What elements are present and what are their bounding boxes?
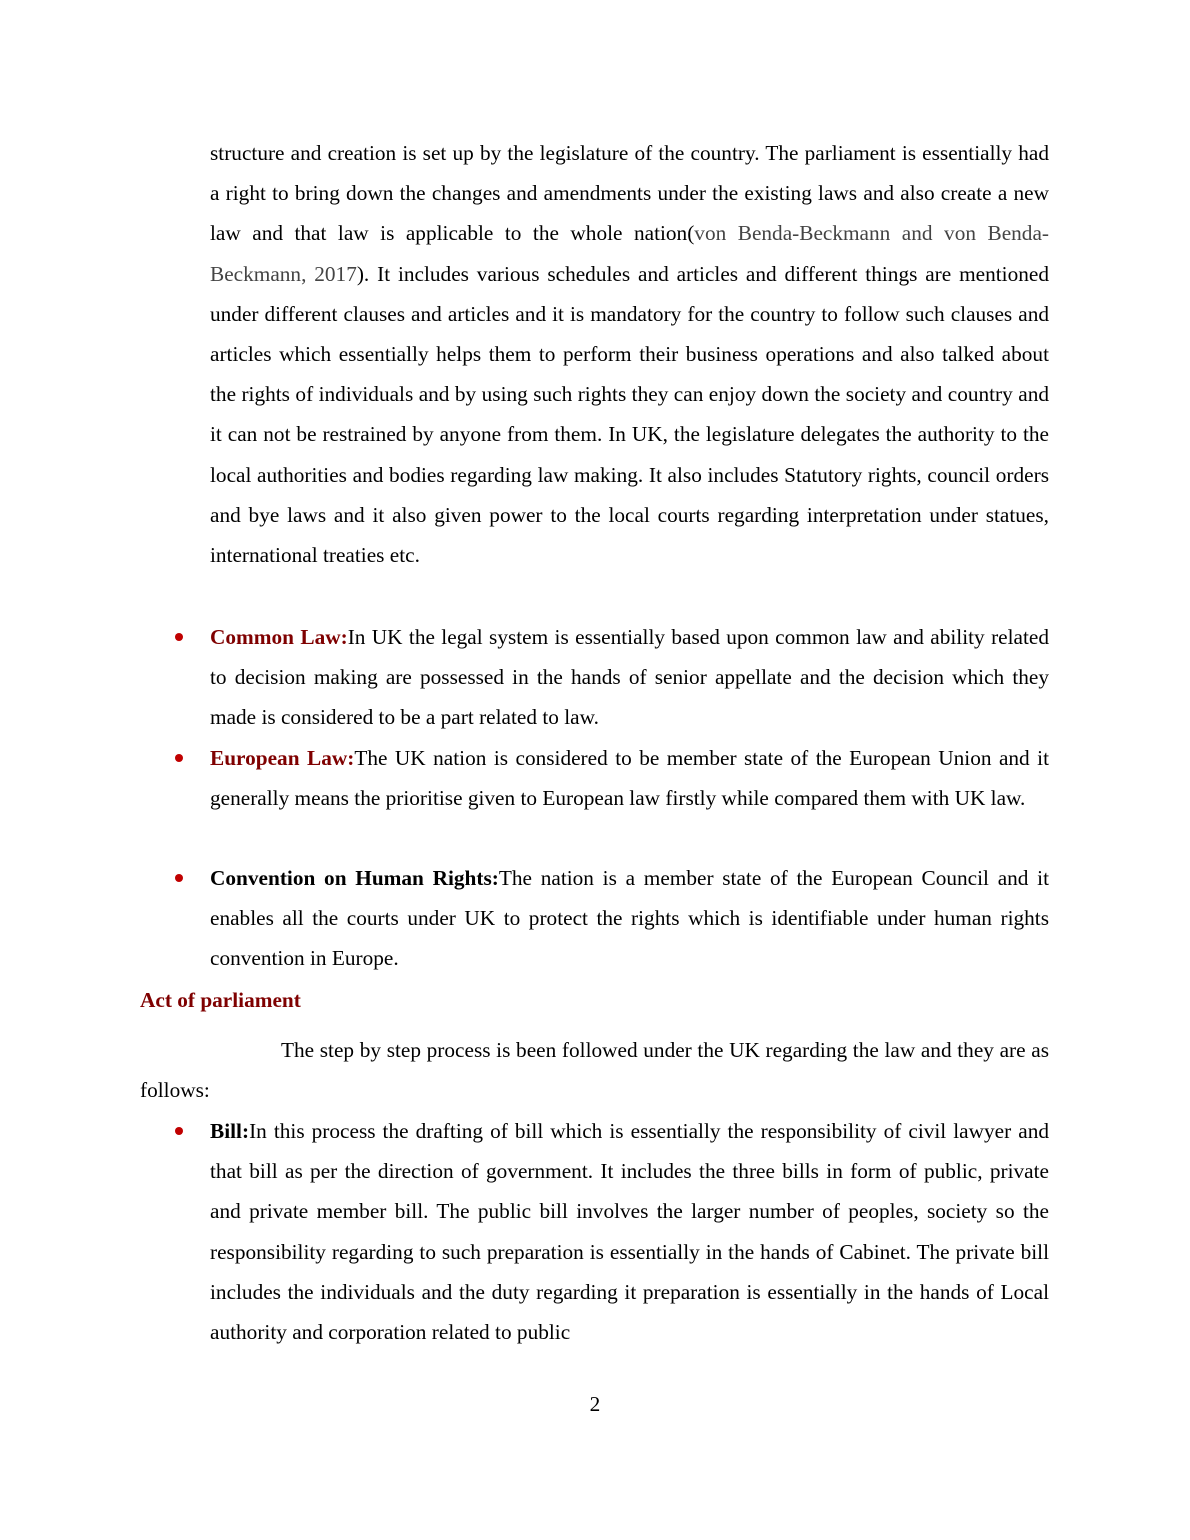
page-number: 2 [589, 1392, 601, 1416]
list-item-text: In UK the legal system is essentially based upon common law and ability related to decision making are possessed in the hands of senior appellate and the decision which they made is considered to be a part related to law. [210, 625, 1049, 730]
list-item-text: The UK nation is considered to be member state of the European Union and it generally means the prioritise given to European law firstly while compared them with UK law. [210, 746, 1049, 811]
term-common-law: Common Law: [210, 625, 348, 649]
term-bill: Bill: [210, 1119, 250, 1143]
term-european-law: European Law: [210, 746, 355, 770]
bullet-icon [173, 617, 185, 629]
section-intro: The step by step process is been followed under the UK regarding the law and they are as follows: [140, 1038, 1049, 1103]
list-item-human-rights [210, 858, 1049, 979]
term-human-rights: Convention on Human Rights: [210, 866, 499, 890]
continuation-text-before: structure and creation is set up by the legislature of the country. The parliament is essentially had a right to bring down the changes and amendments under the existing laws and also create a new law and that law is applicable to the whole nation( [210, 141, 1049, 246]
continuation-paragraph [210, 133, 1049, 575]
bullet-icon [173, 858, 185, 870]
list-item-bill [210, 1111, 1049, 1352]
section-heading: Act of parliament [140, 988, 301, 1012]
bullet-icon [173, 1111, 185, 1123]
list-item-text: In this process the drafting of bill which is essentially the responsibility of civil lawyer and that bill as per the direction of government. It includes the three bills in form of public, private and private member bill. The public bill involves the larger number of peoples, society so the responsibility regarding to such preparation is essentially in the hands of Cabinet. The private bill includes the individuals and the duty regarding it preparation is essentially in the hands of Local authority and corporation related to public [210, 1119, 1049, 1345]
list-item-european-law [210, 738, 1049, 818]
bullet-icon [173, 738, 185, 750]
list-item-common-law [210, 617, 1049, 738]
citation: von Benda-Beckmann and von Benda-Beckmann, 2017 [210, 221, 1049, 286]
continuation-text-after: ). It includes various schedules and articles and different things are mentioned under different clauses and articles and it is mandatory for the country to follow such clauses and articles which essentially helps them to perform their business operations and also talked about the rights of individuals and by using such rights they can enjoy down the society and country and it can not be restrained by anyone from them. In UK, the legislature delegates the authority to the local authorities and bodies regarding law making. It also includes Statutory rights, council orders and bye laws and it also given power to the local courts regarding interpretation under statues, international treaties etc. [210, 261, 1049, 568]
list-item-text: The nation is a member state of the European Council and it enables all the courts under UK to protect the rights which is identifiable under human rights convention in Europe. [210, 866, 1049, 971]
